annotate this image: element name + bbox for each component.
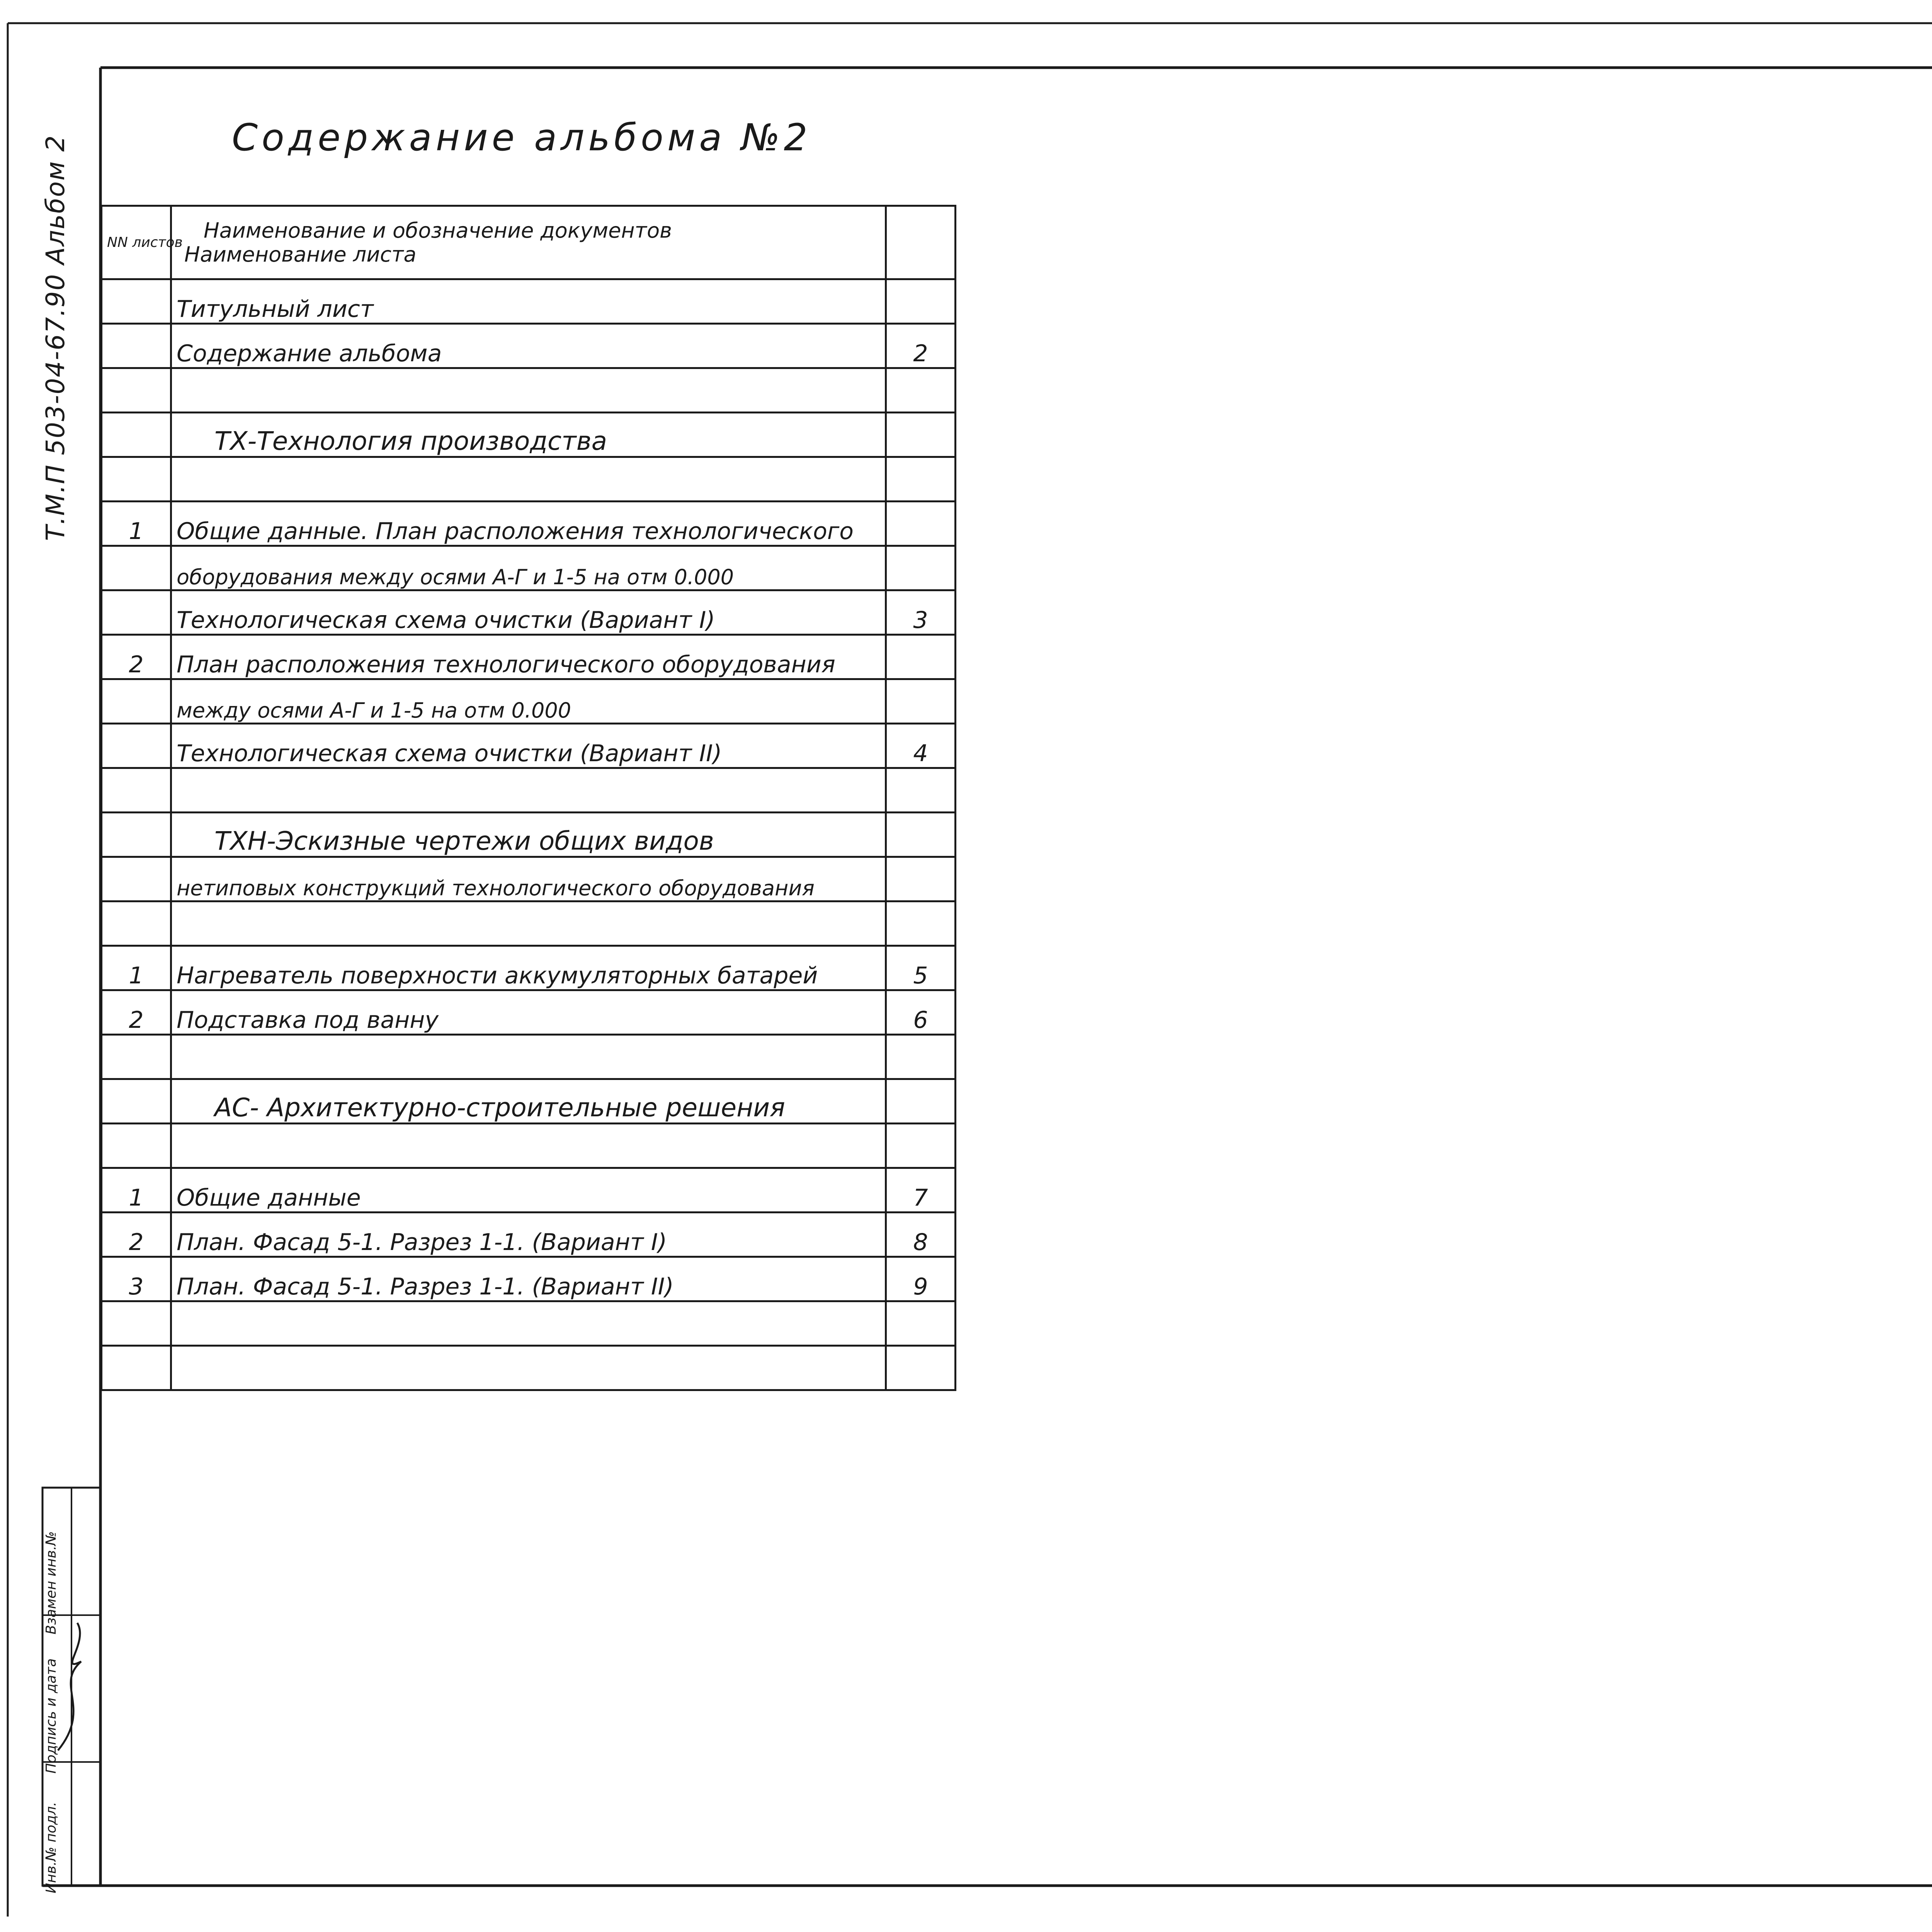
page-num-cell xyxy=(886,813,956,857)
sheet-num-cell xyxy=(102,1346,171,1390)
table-row xyxy=(102,990,956,1035)
table-row xyxy=(102,1257,956,1301)
sheet-name-cell xyxy=(171,1301,886,1346)
table-row xyxy=(102,502,956,546)
page-num-cell xyxy=(886,368,956,413)
sheet-name-cell xyxy=(171,768,886,813)
table-header-row xyxy=(102,206,956,279)
sheet-num-cell xyxy=(102,324,171,368)
header-name-line2: Наименование листа xyxy=(184,242,417,267)
page-num-cell xyxy=(886,901,956,946)
page-num-cell: 5 xyxy=(886,946,956,990)
sheet-name-cell: Технологическая схема очистки (Вариант II) xyxy=(171,724,886,768)
table-row xyxy=(102,1168,956,1213)
sheet-num-cell xyxy=(102,546,171,590)
table-row xyxy=(102,546,956,590)
sheet-name-cell: План. Фасад 5-1. Разрез 1-1. (Вариант II) xyxy=(171,1257,886,1301)
sheet-name-cell: Общие данные xyxy=(171,1168,886,1213)
stamp-sign-label: Подпись и дата xyxy=(43,1658,59,1774)
table-row xyxy=(102,1301,956,1346)
sheet-num-cell xyxy=(102,279,171,324)
sheet-num-cell xyxy=(102,857,171,901)
table-row xyxy=(102,813,956,857)
table-row xyxy=(102,1346,956,1390)
page-num-cell xyxy=(886,857,956,901)
sheet-name-cell: оборудования между осями А-Г и 1-5 на отм 0.000 xyxy=(171,546,886,590)
sheet-num-cell xyxy=(102,1079,171,1124)
table-row xyxy=(102,901,956,946)
sheet-name-cell: Технологическая схема очистки (Вариант I) xyxy=(171,590,886,635)
section-heading-cell: АС- Архитектурно-строительные решения xyxy=(171,1079,886,1124)
table-row xyxy=(102,857,956,901)
page-num-cell: 8 xyxy=(886,1213,956,1257)
table-row xyxy=(102,1035,956,1079)
sheet-num-cell xyxy=(102,457,171,502)
page-num-cell xyxy=(886,1079,956,1124)
stamp-replace-label: Взамен инв.№ xyxy=(43,1531,59,1634)
contents-table xyxy=(100,205,956,1391)
page-num-cell: 2 xyxy=(886,324,956,368)
sheet-num-cell xyxy=(102,1301,171,1346)
sheet-name-cell: между осями А-Г и 1-5 на отм 0.000 xyxy=(171,679,886,724)
table-row xyxy=(102,724,956,768)
page-num-cell xyxy=(886,635,956,679)
page-num-cell xyxy=(886,1035,956,1079)
page-num-cell xyxy=(886,768,956,813)
sheet-num-cell xyxy=(102,768,171,813)
page-num-cell xyxy=(886,413,956,457)
signature-scribble xyxy=(58,1623,81,1750)
table-row xyxy=(102,946,956,990)
table-row xyxy=(102,413,956,457)
sheet-name-cell xyxy=(171,901,886,946)
table-row xyxy=(102,457,956,502)
sheet-name-cell xyxy=(171,457,886,502)
sheet-num-cell: 1 xyxy=(102,502,171,546)
page-num-cell xyxy=(886,546,956,590)
sheet-num-cell xyxy=(102,1035,171,1079)
sheet-name-cell: Общие данные. План расположения технологического xyxy=(171,502,886,546)
page-num-cell: 9 xyxy=(886,1257,956,1301)
sheet-num-cell xyxy=(102,368,171,413)
sheet-name-cell: План. Фасад 5-1. Разрез 1-1. (Вариант I) xyxy=(171,1213,886,1257)
header-name-line1: Наименование и обозначение документов xyxy=(204,218,672,243)
page-num-cell xyxy=(886,679,956,724)
table-row xyxy=(102,1124,956,1168)
table-row xyxy=(102,1079,956,1124)
sheet-num-cell: 2 xyxy=(102,990,171,1035)
table-row xyxy=(102,1213,956,1257)
sheet-num-cell xyxy=(102,901,171,946)
page-num-cell: 4 xyxy=(886,724,956,768)
table-row xyxy=(102,768,956,813)
stamp-inv-label: Инв.№ подл. xyxy=(43,1802,59,1893)
document-code: Т.М.П 503-04-67.90 Альбом 2 xyxy=(41,134,70,541)
page-num-cell xyxy=(886,1124,956,1168)
page-num-cell xyxy=(886,502,956,546)
section-heading-cell: ТХН-Эскизные чертежи общих видов xyxy=(171,813,886,857)
page-num-cell xyxy=(886,1346,956,1390)
sheet-num-cell: 3 xyxy=(102,1257,171,1301)
sheet-num-cell xyxy=(102,1124,171,1168)
header-name-cell xyxy=(171,206,886,279)
sheet-name-cell xyxy=(171,1124,886,1168)
page-num-cell xyxy=(886,279,956,324)
header-page-cell xyxy=(886,206,956,279)
sheet-name-cell xyxy=(171,1035,886,1079)
page-num-cell: 7 xyxy=(886,1168,956,1213)
sheet-name-cell: Содержание альбома xyxy=(171,324,886,368)
sheet-name-cell xyxy=(171,368,886,413)
sheet-name-cell: Титульный лист xyxy=(171,279,886,324)
section-heading-cell: ТХ-Технология производства xyxy=(171,413,886,457)
sheet-num-cell xyxy=(102,724,171,768)
sheet-num-cell xyxy=(102,590,171,635)
sheet-num-cell: 2 xyxy=(102,635,171,679)
sheet-name-cell: Нагреватель поверхности аккумуляторных батарей xyxy=(171,946,886,990)
sheet-num-cell xyxy=(102,679,171,724)
sheet-name-cell xyxy=(171,1346,886,1390)
table-row xyxy=(102,679,956,724)
header-num-cell xyxy=(102,206,183,279)
page-num-cell: 6 xyxy=(886,990,956,1035)
sheet-num-cell: 1 xyxy=(102,946,171,990)
page-title: Содержание альбома №2 xyxy=(232,116,811,159)
sheet-num-cell: 1 xyxy=(102,1168,171,1213)
page-num-cell xyxy=(886,457,956,502)
sheet-num-cell: 2 xyxy=(102,1213,171,1257)
header-num-label: NN листов xyxy=(107,234,183,250)
sheet-name-cell: Подставка под ванну xyxy=(171,990,886,1035)
table-row xyxy=(102,368,956,413)
table-row xyxy=(102,324,956,368)
table-row xyxy=(102,590,956,635)
table-row xyxy=(102,279,956,324)
table-row xyxy=(102,635,956,679)
sheet-name-cell: нетиповых конструкций технологического оборудования xyxy=(171,857,886,901)
sheet-num-cell xyxy=(102,813,171,857)
sheet-num-cell xyxy=(102,413,171,457)
page-num-cell xyxy=(886,1301,956,1346)
page-num-cell: 3 xyxy=(886,590,956,635)
sheet-name-cell: План расположения технологического оборудования xyxy=(171,635,886,679)
